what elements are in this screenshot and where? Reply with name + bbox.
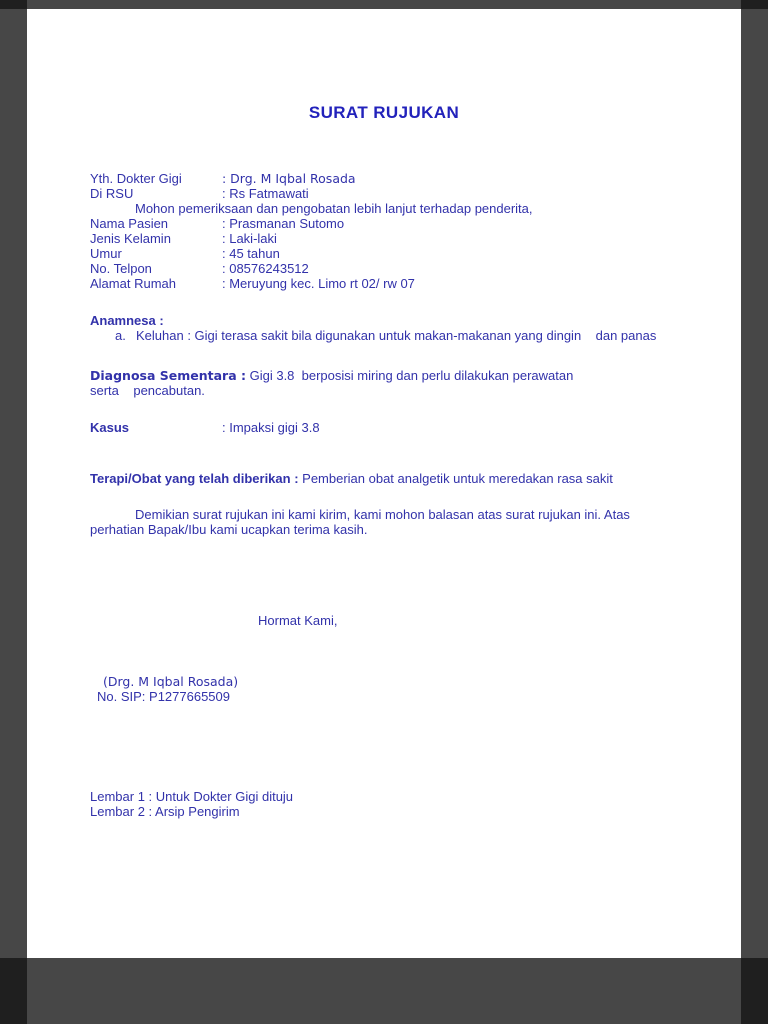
field-value: : 45 tahun	[222, 246, 280, 261]
closing-paragraph	[90, 507, 718, 537]
diagnosa-heading: Diagnosa Sementara :	[90, 368, 246, 383]
patient-address-row	[90, 276, 735, 291]
field-label: Nama Pasien	[90, 216, 169, 231]
terapi-section	[90, 471, 730, 486]
field-label: Umur	[90, 246, 122, 261]
terapi-text: Pemberian obat analgetik untuk meredakan rasa sakit	[298, 471, 613, 486]
kasus-row	[90, 420, 590, 435]
signature-salutation: Hormat Kami,	[258, 613, 338, 628]
field-label: Di RSU	[90, 186, 134, 201]
field-value: : Laki-laki	[222, 231, 277, 246]
field-label: Alamat Rumah	[90, 276, 176, 291]
diagnosa-section	[90, 368, 670, 398]
list-marker: a.	[115, 328, 126, 343]
corner-shadow-top-left	[0, 0, 27, 9]
anamnesa-item-text: Keluhan : Gigi terasa sakit bila digunakan untuk makan-makanan yang dingin dan panas	[136, 328, 657, 343]
field-value: : Rs Fatmawati	[222, 186, 309, 201]
field-value: : Prasmanan Sutomo	[222, 216, 345, 231]
field-value: : Meruyung kec. Limo rt 02/ rw 07	[222, 276, 415, 291]
document-page	[27, 9, 741, 958]
field-value: : 08576243512	[222, 261, 309, 276]
diagnosa-line-2: serta pencabutan.	[90, 383, 205, 398]
document-title: SURAT RUJUKAN	[308, 103, 460, 122]
kasus-value: : Impaksi gigi 3.8	[222, 420, 320, 435]
request-line: Mohon pemeriksaan dan pengobatan lebih lanjut terhadap penderita,	[135, 201, 533, 216]
patient-age-row	[90, 246, 735, 261]
field-label: Jenis Kelamin	[90, 231, 171, 246]
letter-header-block	[90, 171, 735, 291]
patient-phone-row	[90, 261, 735, 276]
kasus-section	[90, 420, 590, 435]
anamnesa-item	[90, 328, 710, 343]
diagnosa-text: Gigi 3.8 berposisi miring dan perlu dilakukan perawatan	[246, 368, 574, 383]
diagnosa-line-1	[90, 368, 670, 383]
closing-line-1: Demikian surat rujukan ini kami kirim, kami mohon balasan atas surat rujukan ini. Atas	[135, 507, 630, 522]
terapi-heading: Terapi/Obat yang telah diberikan :	[90, 471, 299, 486]
copy-note-2: Lembar 2 : Arsip Pengirim	[90, 804, 240, 819]
hospital-row	[90, 186, 735, 201]
signer-sip-number: No. SIP: P1277665509	[97, 689, 230, 704]
signer-name: (Drg. M Iqbal Rosada)	[103, 674, 239, 689]
copy-distribution-notes	[90, 789, 293, 819]
anamnesa-heading: Anamnesa :	[90, 313, 164, 328]
field-label: Yth. Dokter Gigi	[90, 171, 182, 186]
kasus-label: Kasus	[90, 420, 130, 435]
corner-shadow-bottom-left	[0, 958, 27, 1024]
corner-shadow-bottom-right	[741, 958, 768, 1024]
field-label: No. Telpon	[90, 261, 152, 276]
anamnesa-section	[90, 313, 710, 343]
signature-block	[97, 674, 238, 704]
copy-note-1: Lembar 1 : Untuk Dokter Gigi dituju	[90, 789, 294, 804]
closing-line-2: perhatian Bapak/Ibu kami ucapkan terima kasih.	[90, 522, 368, 537]
recipient-row	[90, 171, 735, 186]
corner-shadow-top-right	[741, 0, 768, 9]
patient-name-row	[90, 216, 735, 231]
patient-gender-row	[90, 231, 735, 246]
field-value: : Drg. M Iqbal Rosada	[222, 171, 356, 186]
